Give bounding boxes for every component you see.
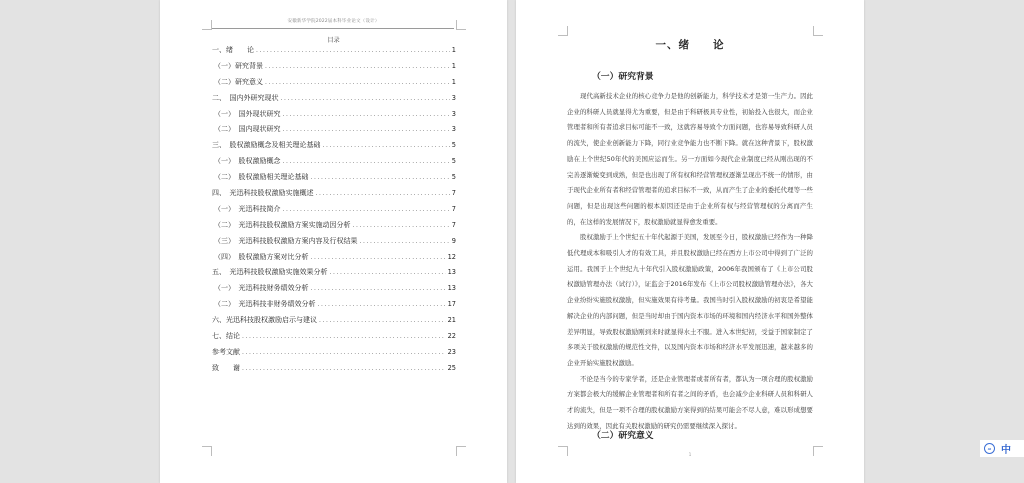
toc-entry-label: （二） 光迅科技非财务绩效分析 — [214, 300, 316, 309]
toc-entry-label: （一） 光迅科技简介 — [214, 204, 281, 213]
toc-dot-leader — [256, 47, 450, 54]
toc-entry-label: （二） 股权激励相关理论基础 — [214, 173, 309, 182]
toc-entry-label: 五、 光迅科技股权激励实施效果分析 — [212, 268, 328, 277]
input-method-toolbar[interactable] — [980, 440, 1024, 457]
toc-entry[interactable] — [212, 77, 456, 93]
paragraph: 不论是当今的专家学者，还是企业管理者或者所有者，都认为一项合理的股权激励方案都会极大的缓解企业管理者和所有者之间的矛盾，也会减少企业科研人员和科研人才的流失，但是一项不合理的股权激励方案得到的结果可能会不尽人意，难以形成想要达到的效果，因此有关股权激励的研究仍需要继续深入探讨。 — [567, 374, 813, 430]
toc-entry[interactable] — [212, 140, 456, 156]
toc-dot-leader — [311, 254, 446, 261]
toc-entry-page: 7 — [451, 204, 456, 213]
toc-entry-label: 一、绪 论 — [212, 46, 254, 54]
toc-entry-page: 13 — [447, 284, 456, 293]
toc-entry-label: （二）研究意义 — [214, 77, 263, 86]
toc-entry-page: 23 — [447, 347, 456, 356]
toc-entry[interactable] — [212, 252, 456, 268]
toc-title: 目录 — [327, 37, 340, 44]
section-title-background: （一）研究背景 — [592, 72, 654, 82]
toc-entry[interactable] — [212, 347, 456, 363]
toc-dot-leader — [323, 142, 450, 149]
toc-entry-page: 5 — [451, 173, 456, 182]
toc-dot-leader — [318, 301, 446, 308]
toc-entry-page: 21 — [447, 316, 456, 325]
toc-entry-page: 3 — [451, 109, 456, 118]
chapter-title: 一、绪 论 — [655, 39, 725, 51]
toc-dot-leader — [316, 190, 450, 197]
margin-corner-mark — [456, 446, 466, 456]
table-of-contents — [212, 45, 456, 379]
toc-entry-page: 7 — [451, 189, 456, 198]
toc-entry[interactable] — [212, 45, 456, 61]
section-title-significance: （二）研究意义 — [592, 431, 654, 441]
toc-entry-page: 22 — [447, 332, 456, 341]
toc-entry-label: （三） 光迅科技股权激励方案内容及行权结果 — [214, 236, 358, 245]
toc-entry[interactable] — [212, 283, 456, 299]
toc-dot-leader — [283, 126, 450, 133]
toc-entry[interactable] — [212, 236, 456, 252]
toc-entry-label: 三、 股权激励概念及相关理论基础 — [212, 141, 321, 150]
toc-entry-label: 四、 光迅科技股权激励实施概述 — [212, 189, 314, 198]
toc-dot-leader — [360, 238, 450, 245]
toc-dot-leader — [242, 365, 446, 372]
toc-entry-page: 7 — [451, 220, 456, 229]
toc-dot-leader — [330, 269, 446, 276]
body-text — [567, 89, 813, 434]
toc-entry[interactable] — [212, 299, 456, 315]
toc-dot-leader — [283, 206, 450, 213]
paragraph: 股权激励于上个世纪五十年代起源于美国，发展至今日，股权激励已经作为一种降低代理成本和吸引人才的有效工具，并且股权激励已经在西方上市公司中得到了广泛的运用。我国于上个世纪九十年代引入股权激励政策，2006年我国颁布了《上市公司股权激励管理办法（试行）》，证监会于2016年发布《上市公司股权激励管理办法》，各大企业纷纷实施股权激励，但实施效果有待考量。我国当时引入股权激励的初衷是希望能解决企业的内部问题，但是当时却由于国内资本市场的环境和国内经济水平和国外整体差异明显，导致股权激励刚到来时就显得水土不服。进入本世纪初，受益于国家制定了多项关于股权激励的规范性文件，以及国内资本市场和经济水平发展迅速，越来越多的企业开始实施股权激励。 — [567, 233, 813, 367]
toc-entry[interactable] — [212, 172, 456, 188]
toc-entry[interactable] — [212, 188, 456, 204]
toc-entry[interactable] — [212, 124, 456, 140]
toc-entry[interactable] — [212, 331, 456, 347]
toc-entry-label: （一） 国外现状研究 — [214, 109, 281, 118]
toc-entry-label: （一） 光迅科技财务绩效分析 — [214, 284, 309, 293]
toc-entry-page: 3 — [451, 125, 456, 134]
toc-dot-leader — [311, 174, 450, 181]
toc-entry-label: 七、结论 — [212, 332, 240, 341]
toc-entry-page: 17 — [447, 300, 456, 309]
toc-entry-label: 致 谢 — [212, 363, 240, 372]
page-number: 1 — [688, 452, 692, 457]
toc-dot-leader — [283, 111, 450, 118]
toc-entry[interactable] — [212, 315, 456, 331]
toc-dot-leader — [283, 158, 450, 165]
toc-dot-leader — [265, 79, 450, 86]
toc-entry-label: （二） 光迅科技股权激励方案实施动因分析 — [214, 220, 351, 229]
toc-dot-leader — [242, 333, 446, 340]
toc-entry-page: 5 — [451, 141, 456, 150]
ime-logo-icon[interactable]: AI — [984, 443, 995, 454]
toc-dot-leader — [311, 285, 446, 292]
toc-entry-label: 二、 国内外研究现状 — [212, 93, 279, 102]
toc-dot-leader — [281, 95, 450, 102]
paragraph: 现代高新技术企业的核心竞争力是他的创新能力，科学技术才是第一生产力。因此企业的科研人员就显得尤为重要，但是由于科研极具专业性，初始投入也很大，而企业管理者和所有者追求目标可能不一致，这就容易导致个方面问题，也容易导致科研人员的流失，使企业创新能力下降，同行业竞争能力也不断下降。就在这种背景下，股权激励在上个世纪50年代的美国应运而生。另一方面如今现代企业制度已经从刚出现的不完善逐渐蜕变到成熟，但是也出现了所有权和经营管理权逐渐呈现出不统一的情形，由于现代企业所有者和经营管理者的追求目标不一致，从而产生了企业的委托代理等一些问题，但是出现这些问题的根本原因还是由于企业所有权与经营管理权的分离而产生的，在这样的发展情况下，股权激励就显得愈发重要。 — [567, 92, 813, 226]
toc-entry-label: 参考文献 — [212, 347, 240, 356]
margin-corner-mark — [558, 26, 568, 36]
toc-entry[interactable] — [212, 220, 456, 236]
toc-dot-leader — [353, 222, 450, 229]
toc-entry[interactable] — [212, 156, 456, 172]
toc-entry[interactable] — [212, 204, 456, 220]
margin-corner-mark — [202, 446, 212, 456]
toc-entry-page: 13 — [447, 268, 456, 277]
toc-entry-page: 3 — [451, 93, 456, 102]
toc-entry[interactable] — [212, 363, 456, 379]
toc-dot-leader — [265, 63, 450, 70]
toc-entry-label: （四） 股权激励方案对比分析 — [214, 252, 309, 261]
toc-entry-label: （一） 股权激励概念 — [214, 157, 281, 166]
ime-language-toggle[interactable]: 中 — [1001, 445, 1011, 456]
toc-dot-leader — [319, 317, 446, 324]
toc-entry-page: 1 — [451, 77, 456, 86]
toc-entry-page: 25 — [447, 363, 456, 372]
toc-entry-page: 9 — [451, 236, 456, 245]
toc-entry-page: 5 — [451, 157, 456, 166]
document-page-toc — [160, 0, 507, 483]
toc-entry-page: 1 — [451, 46, 456, 54]
toc-dot-leader — [242, 349, 446, 356]
header-divider — [212, 28, 454, 29]
margin-corner-mark — [813, 26, 823, 36]
toc-entry-page: 12 — [447, 252, 456, 261]
toc-entry[interactable] — [212, 109, 456, 125]
document-page-chapter-1 — [516, 0, 864, 483]
toc-entry-label: （一）研究背景 — [214, 61, 263, 70]
page-header: 安徽新华学院2022届本科毕业论文（设计） — [287, 19, 380, 24]
toc-entry[interactable] — [212, 93, 456, 109]
toc-entry-page: 1 — [451, 61, 456, 70]
toc-entry-label: （二） 国内现状研究 — [214, 125, 281, 134]
toc-entry[interactable] — [212, 267, 456, 283]
toc-entry-label: 六、光迅科技股权激励启示与建议 — [212, 316, 317, 325]
toc-entry[interactable] — [212, 61, 456, 77]
